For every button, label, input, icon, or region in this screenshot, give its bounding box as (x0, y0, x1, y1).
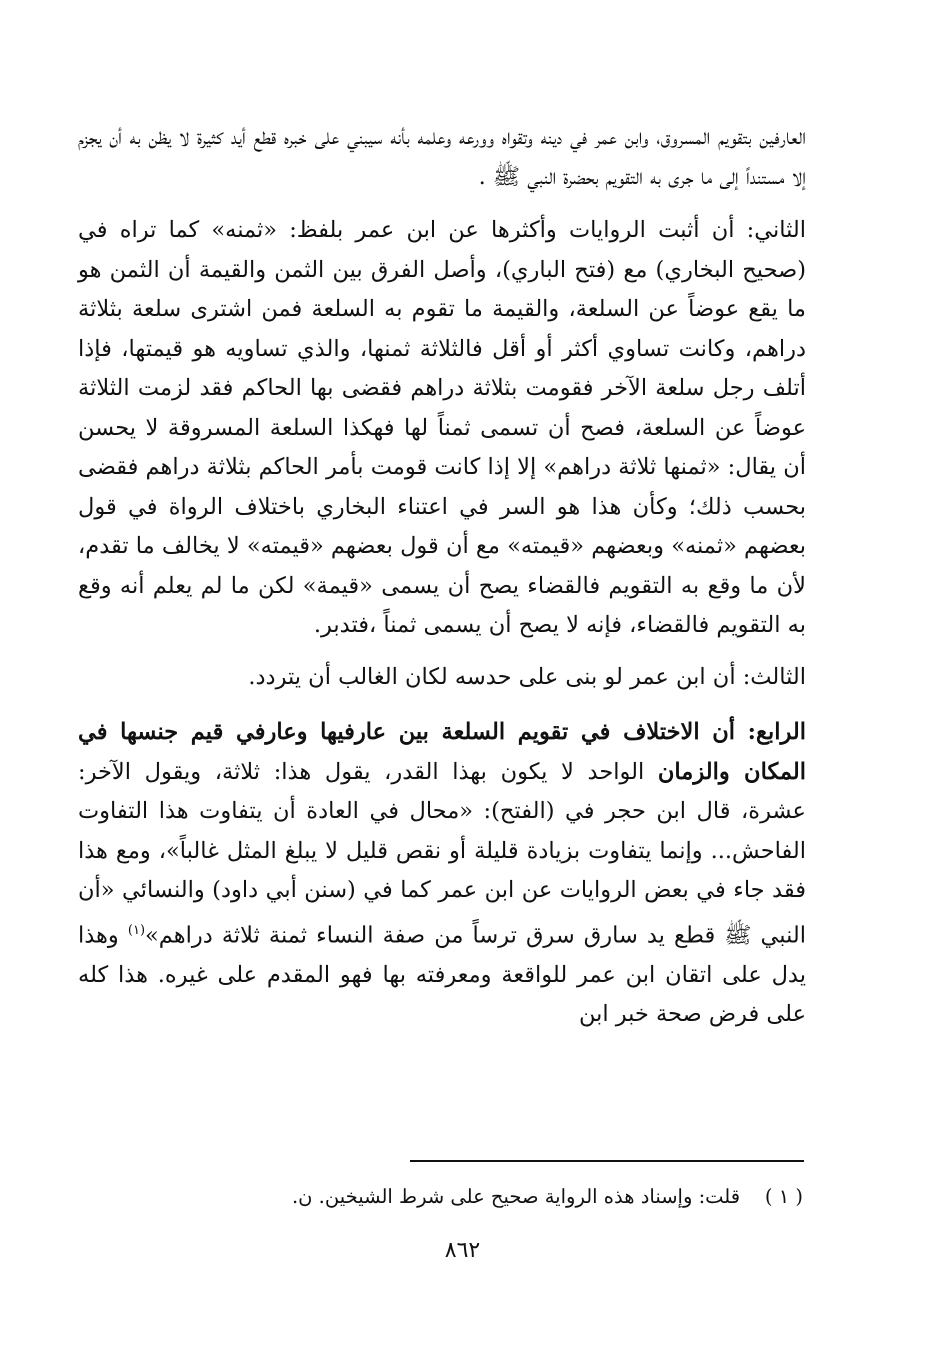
page-number: ٨٦٢ (444, 1238, 481, 1263)
paragraph-3: الثالث: أن ابن عمر لو بنى على حدسه لكان الغالب أن يتردد. (248, 663, 806, 690)
footnote-number: ( ١ ) (764, 1185, 803, 1208)
footnote-text: قلت: وإسناد هذه الرواية صحيح على شرط الشيخين. ن. (291, 1185, 741, 1208)
paragraph-4-text: الواحد لا يكون بهذا القدر، يقول هذا: ثلاثة، ويقول الآخر: عشرة، قال ابن حجر في (الفتح): «محال في العادة أن يتفاوت هذا التفاوت الفاحش... وإنما يتفاوت بزيادة قليلة أو نقص قليل لا يبلغ المثل غالباً»، ومع هذا فقد جاء في بعض الروايات عن ابن عمر كما في (سنن أبي داود) والنسائي «أن النبي ﷺ قطع يد سارق سرق ترساً من صفة النساء ثمنة ثلاثة دراهم» (78, 758, 806, 948)
paragraph-2: الثاني: أن أثبت الروايات وأكثرها عن ابن عمر بلفظ: «ثمنه» كما تراه في (صحيح البخاري) مع (فتح الباري)، وأصل الفرق بين الثمن والقيمة أن الثمن هو ما يقع عوضاً عن السلعة، والقيمة ما تقوم به السلعة فمن اشترى سلعة بثلاثة دراهم، وكانت تساوي أكثر أو أقل فالثلاثة ثمنها، والذي تساويه هو قيمتها، فإذا أتلف رجل سلعة الآخر فقومت بثلاثة دراهم فقضى بها الحاكم فقد لزمت الثلاثة عوضاً عن السلعة، فصح أن تسمى ثمناً لها فهكذا السلعة المسروقة لا يحسن أن يقال: «ثمنها ثلاثة دراهم» إلا إذا كانت قومت بأمر الحاكم بثلاثة دراهم فقضى بحسب ذلك؛ وكأن هذا هو السر في اعتناء البخاري باختلاف الرواة في قول بعضهم «ثمنه» وبعضهم «قيمته» مع أن قول بعضهم «قيمته» لا يخالف ما تقدم، لأن ما وقع به التقويم فالقضاء يصح أن يسمى «قيمة» لكن ما لم يعلم أنه وقع به التقويم فالقضاء، فإنه لا يصح أن يسمى ثمناً ،فتدبر. (78, 217, 806, 638)
paragraph-1: العارفين بتقويم المسروق، وابن عمر في دينه وتقواه وورعه وعلمه بأنه سيبني على خبره قطع أيد كثيرة لا يظن به أن يجزم إلا مستنداً إلى ما جرى به التقويم بحضرة النبي ﷺ . (78, 124, 806, 190)
page-body (78, 118, 806, 1035)
footnote (123, 1183, 803, 1211)
paragraph-4 (78, 713, 806, 1035)
footnote-divider (410, 1160, 804, 1162)
paragraph-4-tail: وهذا يدل على اتقان ابن عمر للواقعة ومعرفته بها فهو المقدم على غيره. هذا كله على فرض صحة خبر ابن (78, 922, 806, 1027)
paragraph-4-lead: الرابع: أن الاختلاف في تقويم السلعة بين عارفيها وعارفي قيم جنسها في المكان والزمان (78, 719, 806, 785)
footnote-marker: (١) (127, 922, 146, 938)
